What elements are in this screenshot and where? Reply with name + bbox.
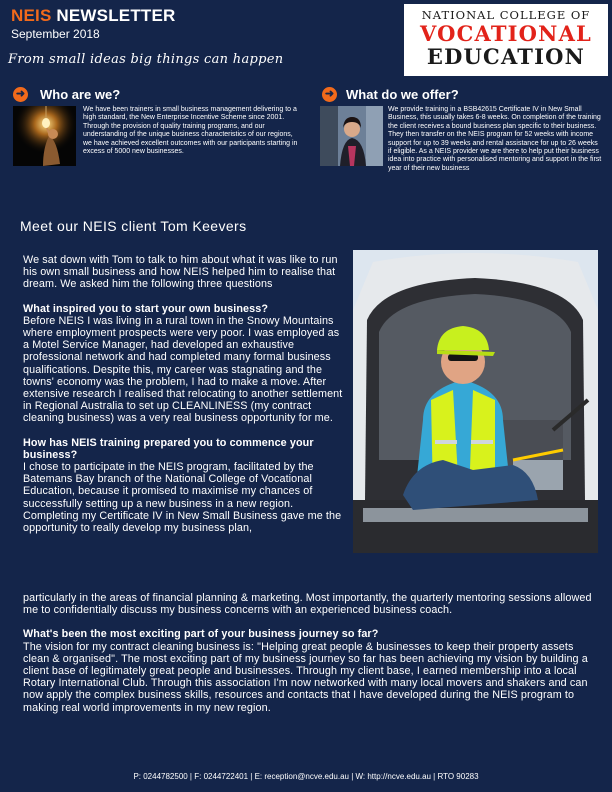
answer-2-part-2: particularly in the areas of financial planning & marketing. Most importantly, the quarterly mentoring sessions allowed me to confidentially discuss my business concerns with an experienced business coach. — [23, 592, 592, 617]
who-heading: Who are we? — [40, 87, 121, 102]
article-title: Meet our NEIS client Tom Keevers — [20, 218, 247, 234]
question-3: What's been the most exciting part of your business journey so far? — [23, 628, 379, 641]
college-logo — [404, 4, 608, 76]
spacer — [23, 291, 348, 303]
lightbulb-photo-image — [13, 106, 76, 166]
tom-keevers-photo-image — [353, 250, 598, 553]
answer-3: The vision for my contract cleaning business is: "Helping great people & businesses to keep their property assets clean & organised". The most exciting part of my business journey so far has been achieving my vision by building a client base of legitimately great people and businesses. Through my client base, I earned membership into a local Rotary International Club. Through this association I'm now networked with many local movers and shakers and can now apply the complex business skills, resources and contacts that I have developed during the NEIS program to making real world improvements in my new region. — [23, 640, 588, 714]
newsletter-title — [11, 6, 176, 26]
question-2: How has NEIS training prepared you to commence your business? — [23, 436, 314, 461]
answer-2-part-1: I chose to participate in the NEIS program, facilitated by the Batemans Bay branch of the National College of Vocational Education, because it promised to maximise my chances of successfully setting up a new business in a new region. Completing my Certificate IV in New Small Business gave me the opportunity to really develop my business plan, — [23, 461, 342, 535]
arrow-right-icon: ➜ — [322, 87, 337, 102]
tom-keevers-photo — [353, 250, 598, 553]
contact-footer: P: 0244782500 | F: 0244722401 | E: reception@ncve.edu.au | W: http://ncve.edu.au | RTO 90283 — [133, 772, 479, 781]
answer-1: Before NEIS I was living in a rural town in the Snowy Mountains where employment prospects were very poor. I was employed as a Motel Service Manager, had developed an exhaustive professional network and had completed many formal business qualifications. Despite this, my career was stagnating and the towns' economy was the problem, I had to make a move. After extensive research I realised that relocating to another settlement in Regional Australia to set up CLEANLINESS (my contract cleaning business) was a very real business opportunity for me. — [23, 314, 343, 425]
lightbulb-photo — [13, 106, 76, 166]
what-heading: What do we offer? — [346, 87, 459, 102]
spacer — [23, 425, 348, 437]
woman-photo-image — [320, 106, 383, 166]
what-text: We provide training in a BSB42615 Certificate IV in New Small Business, this usually takes 6-8 weeks. On completion of the training the client receives a bound business plan specific to their business. They then transfer on the NEIS program for 52 weeks with income support for up to 39 weeks and rental assistance for up to 26 weeks if eligible. As a NEIS provider we are there to help put their business idea into practice with personalised mentoring and support in the first year of their new business — [388, 106, 602, 172]
tagline: From small ideas big things can happen — [8, 52, 284, 67]
article-full-width — [23, 592, 593, 714]
spacer — [23, 616, 593, 628]
logo-line-1: NATIONAL COLLEGE OF — [421, 8, 591, 22]
who-text: We have been trainers in small business management delivering to a high standard, the New Enterprise Incentive Scheme since 2001. Through the provision of quality training programs, and our understanding of the unique business characteristics of our regions, we have achieved excellent outcomes with our participants starting in excess of 5000 new businesses. — [83, 106, 298, 156]
arrow-right-icon: ➜ — [13, 87, 28, 102]
newsletter-date: September 2018 — [11, 27, 100, 41]
logo-line-2: VOCATIONAL — [419, 21, 593, 46]
article-left-column — [23, 254, 348, 534]
question-1: What inspired you to start your own business? — [23, 302, 269, 315]
woman-photo — [320, 106, 383, 166]
logo-line-3: EDUCATION — [426, 44, 586, 69]
brand-name: NEIS — [11, 6, 52, 25]
article-intro: We sat down with Tom to talk to him about what it was like to run his own small business and how NEIS helped him to realise that dream. We asked him the following three questions — [23, 254, 338, 291]
title-rest: NEWSLETTER — [51, 6, 176, 25]
